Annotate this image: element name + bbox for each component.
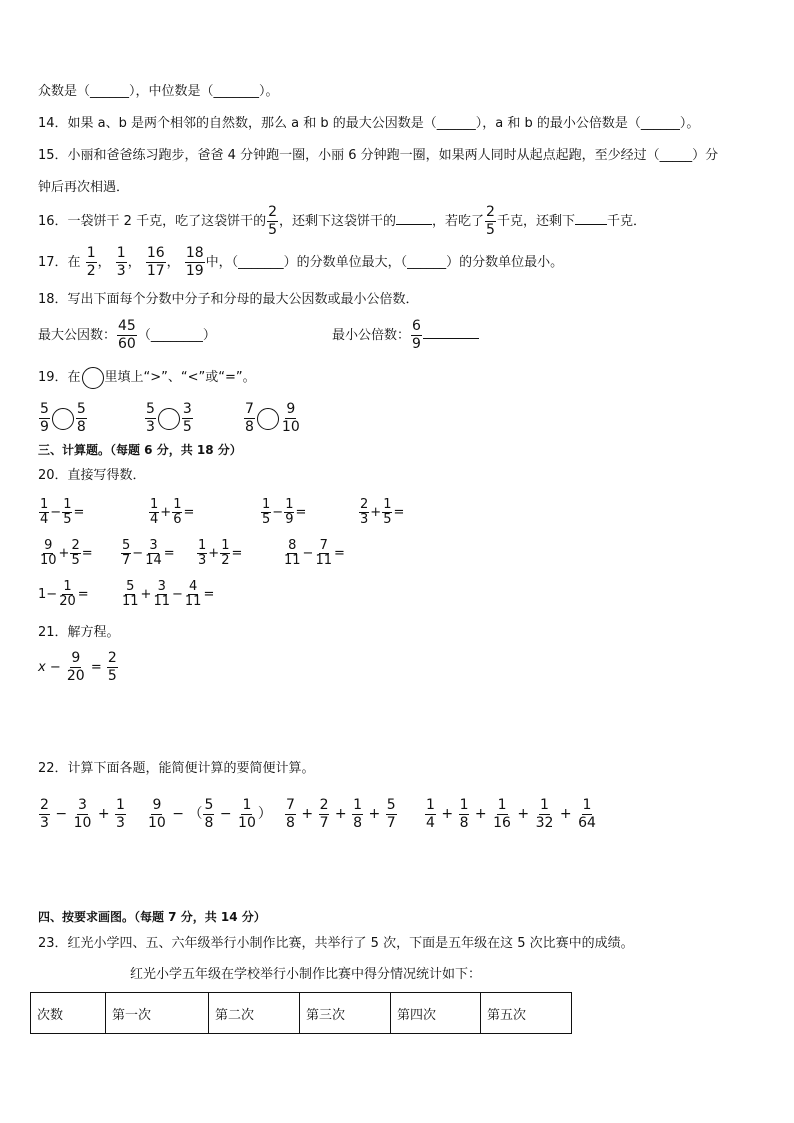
q14-text: 14．如果 a、b 是两个相邻的自然数，那么 a 和 b 的最大公因数是（______），a 和 b 的最小公倍数是（______）。	[38, 116, 700, 131]
q16-pre: 16．一袋饼干 2 千克，吃了这袋饼干的	[38, 214, 267, 229]
gcd-frac: $\frac{45}{60}$	[118, 318, 136, 352]
q22-expr-4: $\frac{1}{4}$ + $\frac{1}{8}$ + $\frac{1}{16}$ + $\frac{1}{32}$ + $\frac{1}{64}$	[426, 796, 596, 831]
q16-mid3: 千克，还剩下	[496, 214, 575, 229]
q19-pair-1: $\frac{5}{9}$ $\frac{5}{8}$	[40, 401, 86, 435]
q20-expr: $\frac{8}{11}$ − $\frac{7}{11}$ =	[284, 538, 345, 568]
compare-circle[interactable]	[257, 408, 279, 430]
gcd-label: 最大公因数：	[38, 328, 117, 343]
q20-title: 20．直接写得数．	[38, 468, 146, 483]
q20-expr: $\frac{5}{11}$ + $\frac{3}{11}$ − $\frac{4}{11}$ =	[122, 579, 215, 609]
q16	[38, 204, 646, 239]
q22-title: 22．计算下面各题，能简便计算的要简便计算。	[38, 761, 315, 776]
q20-expr: $\frac{1}{4}$ − $\frac{1}{5}$ =	[40, 497, 85, 527]
q23-table-title: 红光小学五年级在学校举行小制作比赛中得分情况统计如下：	[130, 967, 482, 982]
q17-sep: ，	[97, 255, 111, 270]
q16-mid1: ，还剩下这袋饼干的	[279, 214, 397, 229]
compare-circle[interactable]	[158, 408, 180, 430]
q16-blank-1	[396, 224, 432, 225]
q18-lcm	[332, 318, 479, 354]
q19-pair-3: $\frac{7}{8}$ $\frac{9}{10}$	[245, 401, 300, 435]
section-4-title: 四、按要求画图。（每题 7 分，共 14 分）	[38, 910, 266, 924]
q20-expr: $\frac{1}{3}$ + $\frac{1}{2}$ =	[198, 538, 243, 568]
q19-pair-2: $\frac{5}{3}$ $\frac{3}{5}$	[146, 401, 192, 435]
q22-expr-3: $\frac{7}{8}$ + $\frac{2}{7}$ + $\frac{1}{8}$ + $\frac{5}{7}$	[286, 796, 396, 831]
q17-mid: 中，（_______）的分数单位最大，（______）的分数单位最小。	[205, 255, 564, 270]
q21-title: 21．解方程。	[38, 625, 120, 640]
q16-post: 千克．	[606, 214, 646, 229]
q17-frac-2: $\frac{1}{3}$	[116, 245, 126, 279]
q17-pre: 17．在	[38, 255, 81, 270]
q20-expr: $\frac{2}{3}$ + $\frac{1}{5}$ =	[360, 497, 405, 527]
table-header-cell: 第一次	[106, 993, 209, 1034]
q15-line2: 钟后再次相遇．	[38, 180, 130, 195]
circle-icon	[82, 367, 104, 389]
lcm-blank	[423, 338, 479, 339]
q17	[38, 245, 563, 281]
q20-expr: $\frac{9}{10}$ + $\frac{2}{5}$ =	[40, 538, 93, 568]
table-header-cell: 第五次	[481, 993, 572, 1034]
lcm-frac: $\frac{6}{9}$	[412, 318, 421, 352]
q16-frac-2: $\frac{2}{5}$	[486, 204, 495, 238]
q15-line1: 15．小丽和爸爸练习跑步，爸爸 4 分钟跑一圈，小丽 6 分钟跑一圈，如果两人同时从起点起跑，至少经过（_____）分	[38, 148, 719, 163]
q22-expr-2: $\frac{9}{10}$ − （ $\frac{5}{8}$ − $\frac{1}{10}$ ）	[148, 796, 272, 831]
q16-frac-1: $\frac{2}{5}$	[268, 204, 277, 238]
q17-frac-4: $\frac{18}{19}$	[185, 245, 204, 279]
q20-expr: 1− $\frac{1}{20}$ =	[38, 579, 89, 609]
q22-expr-1: $\frac{2}{3}$ − $\frac{3}{10}$ + $\frac{1}{3}$	[40, 796, 125, 831]
q18-text: 18．写出下面每个分数中分子和分母的最大公因数或最小公倍数．	[38, 292, 419, 307]
table-row	[31, 993, 572, 1034]
table-header-cell: 次数	[31, 993, 106, 1034]
table-header-cell: 第二次	[209, 993, 300, 1034]
q20-expr: $\frac{5}{7}$ − $\frac{3}{14}$ =	[122, 538, 175, 568]
q13-text: 众数是（______），中位数是（_______）。	[38, 84, 279, 99]
table-header-cell: 第四次	[391, 993, 481, 1034]
table-header-cell: 第三次	[300, 993, 391, 1034]
lcm-label: 最小公倍数：	[332, 328, 411, 343]
q17-frac-1: $\frac{1}{2}$	[86, 245, 96, 279]
compare-circle[interactable]	[52, 408, 74, 430]
gcd-blank: （________）	[137, 328, 216, 343]
score-table	[30, 992, 572, 1034]
q17-frac-3: $\frac{16}{17}$	[146, 245, 165, 279]
q21-equation: x − $\frac{9}{20}$ = $\frac{2}{5}$	[38, 650, 117, 684]
q20-expr: $\frac{1}{5}$ − $\frac{1}{9}$ =	[262, 497, 307, 527]
q17-sep: ，	[127, 255, 141, 270]
q19-pre: 19．在	[38, 370, 81, 385]
q17-sep: ，	[166, 255, 180, 270]
q20-expr: $\frac{1}{4}$ + $\frac{1}{6}$ =	[150, 497, 195, 527]
q16-mid2: ，若吃了	[432, 214, 485, 229]
q18-gcd	[38, 318, 216, 354]
section-3-title: 三、计算题。（每题 6 分，共 18 分）	[38, 443, 242, 457]
q16-blank-2	[575, 224, 607, 225]
q23-text: 23．红光小学四、五、六年级举行小制作比赛，共举行了 5 次，下面是五年级在这 5 次比赛中的成绩。	[38, 936, 634, 951]
q19-post: 里填上“>”、“<”或“=”。	[104, 370, 256, 385]
q19-title	[38, 366, 256, 390]
